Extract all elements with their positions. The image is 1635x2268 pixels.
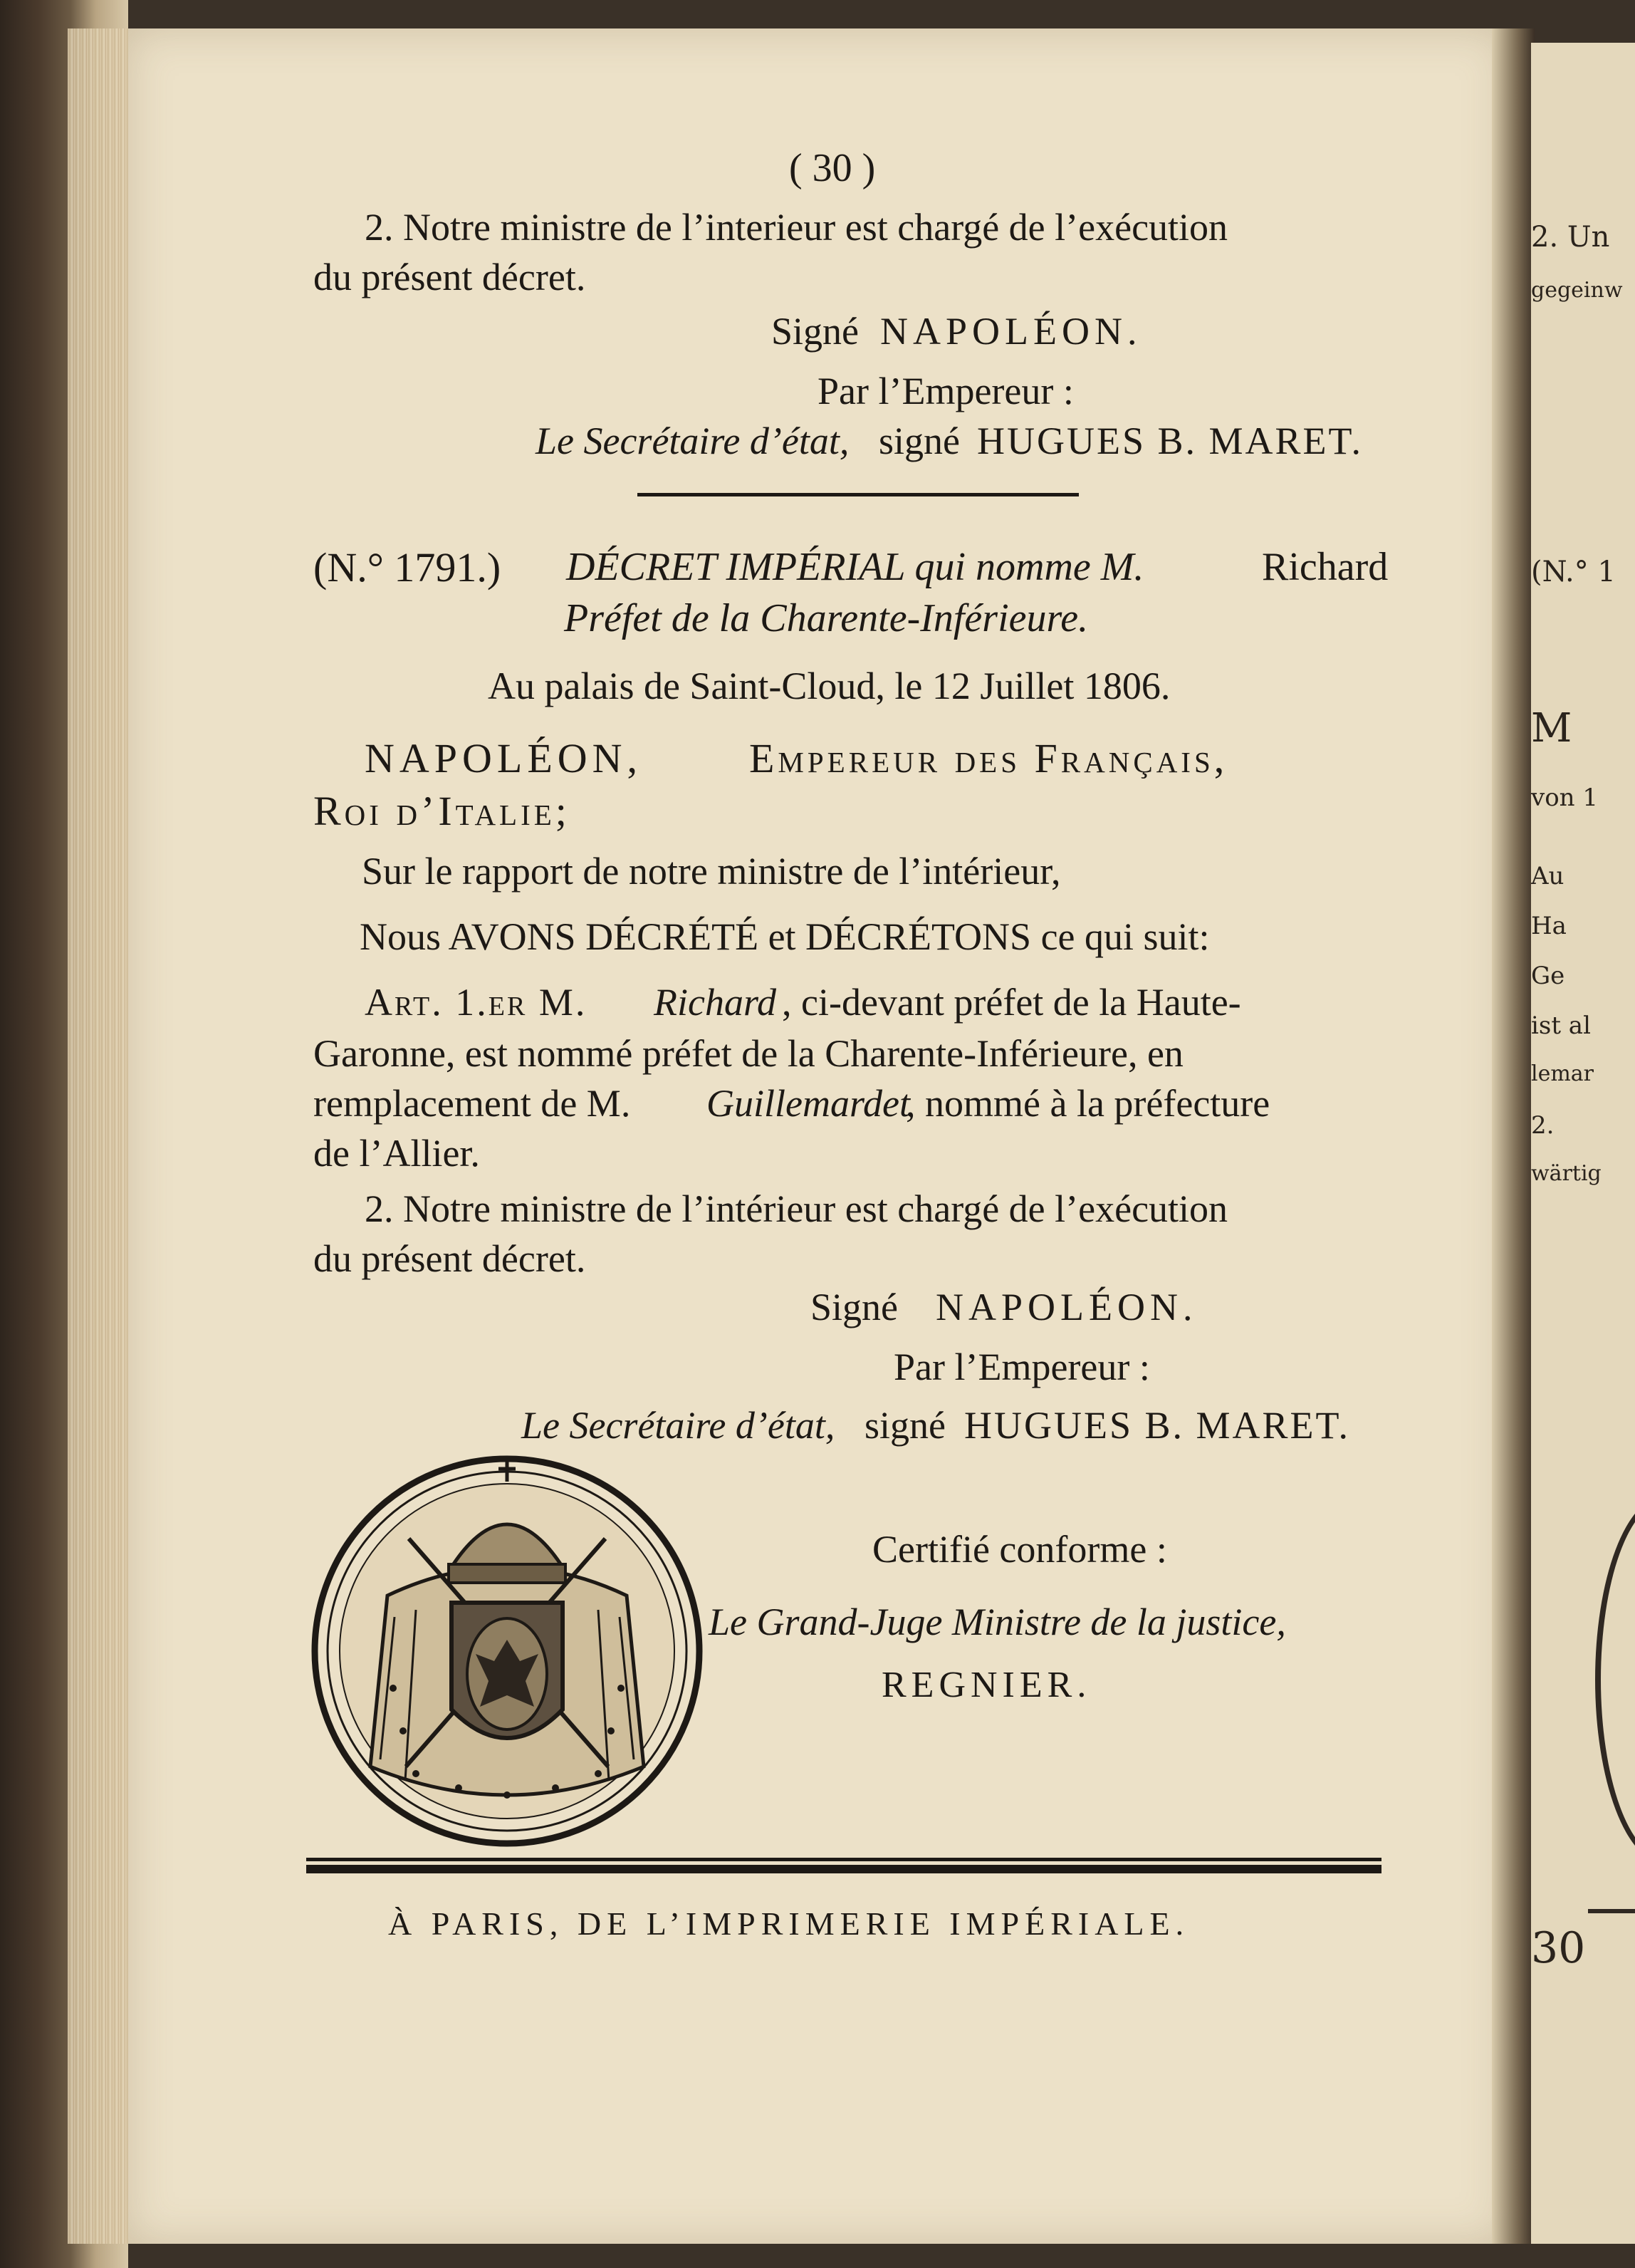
imprint: À PARIS, DE L’IMPRIMERIE IMPÉRIALE. xyxy=(388,1905,1190,1942)
art2-line2: du présent décret. xyxy=(313,1237,586,1280)
adjacent-page-fragment: lemar xyxy=(1531,1061,1594,1086)
prev-secretary-title: Le Secrétaire d’état, xyxy=(536,420,850,462)
art1-label: Art. 1.er M. xyxy=(365,981,587,1024)
emperor-title: Empereur des Français, xyxy=(749,735,1228,781)
adjacent-rule xyxy=(1588,1909,1635,1913)
prev-secretary-signed: signé xyxy=(879,420,960,462)
prev-art2-line1: 2. Notre ministre de l’interieur est chargé de l’exécution xyxy=(365,206,1228,249)
place-date: Au palais de Saint-Cloud, le 12 Juillet 1806. xyxy=(488,665,1171,707)
minister-name: REGNIER. xyxy=(882,1665,1092,1705)
considering: Sur le rapport de notre ministre de l’intérieur, xyxy=(362,850,1061,893)
par-empereur: Par l’Empereur : xyxy=(894,1346,1150,1388)
decree-title-name: Richard xyxy=(1262,545,1389,589)
adjacent-page-fragment: Ge xyxy=(1531,962,1565,990)
adjacent-page-fragment: Ha xyxy=(1531,912,1567,940)
signed-label: Signé xyxy=(810,1286,899,1328)
adjacent-page-fragment: 30 xyxy=(1531,1923,1586,1973)
adjacent-page-fragment: ist al xyxy=(1531,1011,1591,1040)
emperor-title-line2: Roi d’Italie; xyxy=(313,788,570,834)
art1-line1-rest: , ci-devant préfet de la Haute- xyxy=(782,981,1241,1024)
decreed: Nous AVONS DÉCRÉTÉ et DÉCRÉTONS ce qui suit: xyxy=(360,915,1210,958)
secretary-name: HUGUES B. MARET. xyxy=(964,1404,1351,1447)
page-edges xyxy=(68,28,128,2244)
decree-number: (N.° 1791.) xyxy=(313,544,501,591)
adjacent-page-fragment: 2. xyxy=(1531,1111,1555,1140)
adjacent-page-fragment: 2. Un xyxy=(1531,221,1610,254)
adjacent-page-fragment: M xyxy=(1531,705,1572,751)
page-number: ( 30 ) xyxy=(789,146,876,190)
decree-title-line2: Préfet de la Charente-Inférieure. xyxy=(564,596,1089,640)
adjacent-page-fragment: Au xyxy=(1531,862,1565,890)
book-gutter xyxy=(1492,28,1535,2244)
art2-line1: 2. Notre ministre de l’intérieur est chargé de l’exécution xyxy=(365,1187,1228,1230)
adjacent-page-fragment: (N.° 1 xyxy=(1531,556,1616,588)
art1-line2: Garonne, est nommé préfet de la Charente-Inférieure, en xyxy=(313,1032,1184,1075)
prev-par-empereur: Par l’Empereur : xyxy=(818,370,1074,412)
imperial-seal xyxy=(309,1453,705,1849)
prev-signed-name: NAPOLÉON. xyxy=(880,310,1142,353)
secretary-signed: signé xyxy=(864,1404,946,1447)
prev-art2-line2: du présent décret. xyxy=(313,256,586,298)
emperor-name: NAPOLÉON, xyxy=(365,735,643,781)
art1-name: Richard xyxy=(654,981,776,1024)
certified-label: Certifié conforme : xyxy=(872,1528,1167,1571)
bottom-rule-thick xyxy=(306,1865,1381,1873)
prev-signed-label: Signé xyxy=(771,310,860,353)
minister-title: Le Grand-Juge Ministre de la justice, xyxy=(709,1601,1286,1643)
art1-line3-name: Guillemardet xyxy=(706,1082,910,1125)
decree-title: DÉCRET IMPÉRIAL qui nomme M. xyxy=(566,545,1144,589)
secretary-title: Le Secrétaire d’état, xyxy=(521,1404,835,1447)
adjacent-page-fragment: von 1 xyxy=(1531,784,1599,812)
adjacent-page-fragment: gegeinw xyxy=(1531,278,1623,303)
art1-line3-start: remplacement de M. xyxy=(313,1082,631,1125)
art1-line3-end: , nommé à la préfecture xyxy=(906,1082,1270,1125)
adjacent-seal xyxy=(1595,1496,1635,1863)
prev-secretary-name: HUGUES B. MARET. xyxy=(977,420,1364,462)
signed-name: NAPOLÉON. xyxy=(936,1286,1198,1328)
art1-line4: de l’Allier. xyxy=(313,1132,480,1175)
adjacent-page-fragment: wärtig xyxy=(1531,1161,1602,1186)
bottom-rule-thin xyxy=(306,1858,1381,1861)
adjacent-page xyxy=(1531,43,1635,2244)
separator-rule xyxy=(637,493,1079,496)
